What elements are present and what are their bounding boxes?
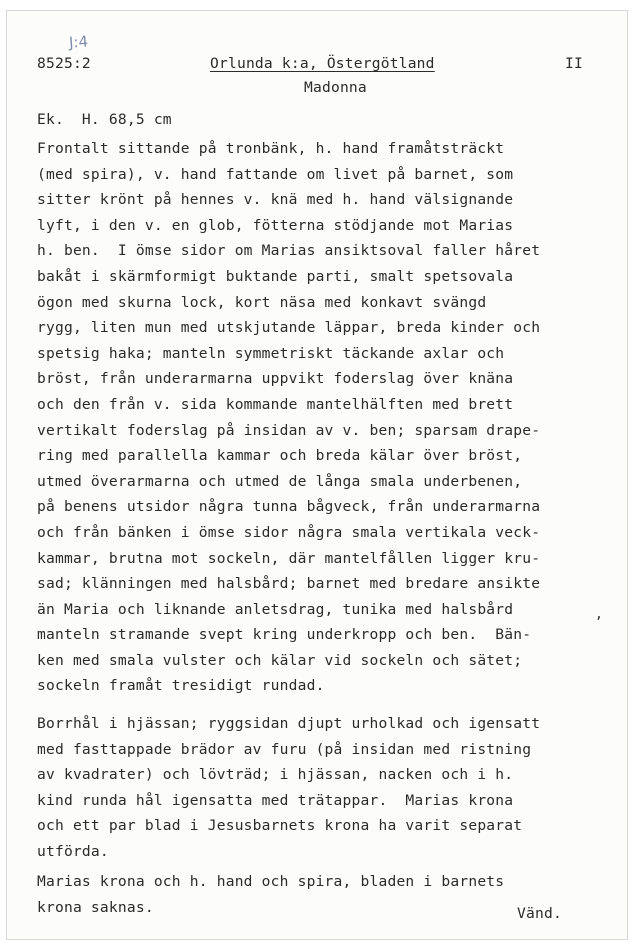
technique-line: med fasttappade brädor av furu (på insidan med ristning: [37, 740, 532, 758]
condition-line: krona saknas.: [37, 898, 154, 916]
description-line: och från bänken i ömse sidor några smala vertikala veck-: [37, 523, 541, 541]
technique-line: och ett par blad i Jesusbarnets krona ha varit separat: [37, 817, 523, 835]
description-line: Frontalt sittande på tronbänk, h. hand framåtsträckt: [37, 140, 505, 157]
description-line: sad; klänningen med halsbård; barnet med bredare ansikte: [37, 575, 541, 593]
description-line: manteln stramande svept kring underkropp och ben. Bän-: [37, 626, 532, 644]
description-line: kammar, brutna mot sockeln, där mantelfållen ligger kru-: [37, 549, 541, 567]
catalog-card: [6, 10, 628, 940]
description-line: lyft, i den v. en glob, fötterna stödjande mot Marias: [37, 216, 514, 234]
handwritten-note: J:4: [68, 32, 89, 52]
condition-line: Marias krona och h. hand och spira, bladen i barnets: [37, 873, 505, 890]
description-line: bakåt i skärmformigt buktande parti, smalt spetsovala: [37, 267, 514, 285]
turn-over-note: Vänd.: [517, 905, 562, 922]
volume-number: II: [565, 55, 583, 72]
technique-line: utförda.: [37, 842, 109, 860]
description-line: bröst, från underarmarna uppvikt foderslag över knäna: [37, 370, 514, 388]
description-line: ken med smala vulster och kälar vid sockeln och sätet;: [37, 651, 523, 669]
location-title: Orlunda k:a, Östergötland: [210, 55, 435, 72]
description-line: än Maria och liknande anletsdrag, tunika med halsbård: [37, 600, 514, 618]
description-line: vertikalt foderslag på insidan av v. ben; sparsam drape-: [37, 421, 541, 439]
description-line: sockeln framåt tresidigt rundad.: [37, 677, 325, 695]
reference-number: 8525:2: [37, 55, 91, 72]
description-line: rygg, liten mun med utskjutande läppar, breda kinder och: [37, 319, 541, 337]
technique-line: Borrhål i hjässan; ryggsidan djupt urholkad och igensatt: [37, 715, 541, 732]
technique-paragraph: [37, 711, 617, 865]
description-line: (med spira), v. hand fattande om livet på barnet, som: [37, 165, 514, 183]
material-dimensions: Ek. H. 68,5 cm: [37, 111, 172, 128]
description-line: utmed överarmarna och utmed de långa smala underbenen,: [37, 472, 523, 490]
description-line: och den från v. sida kommande mantelhälften med brett: [37, 395, 514, 413]
description-line: ögon med skurna lock, kort näsa med konkavt svängd: [37, 293, 487, 311]
description-line: ring med parallella kammar och breda kälar över bröst,: [37, 447, 523, 465]
description-line: på benens utsidor några tunna bågveck, från underarmarna: [37, 498, 541, 516]
technique-line: kind runda hål igensatta med trätappar. Marias krona: [37, 791, 514, 809]
handwritten-comma: ,: [595, 607, 603, 622]
object-title: Madonna: [304, 79, 367, 96]
description-line: h. ben. I ömse sidor om Marias ansiktsoval faller håret: [37, 242, 541, 260]
description-paragraph: [37, 136, 617, 699]
description-line: sitter krönt på hennes v. knä med h. hand välsignande: [37, 191, 514, 209]
description-line: spetsig haka; manteln symmetriskt täckande axlar och: [37, 344, 505, 362]
technique-line: av kvadrater) och lövträd; i hjässan, nacken och i h.: [37, 766, 514, 784]
